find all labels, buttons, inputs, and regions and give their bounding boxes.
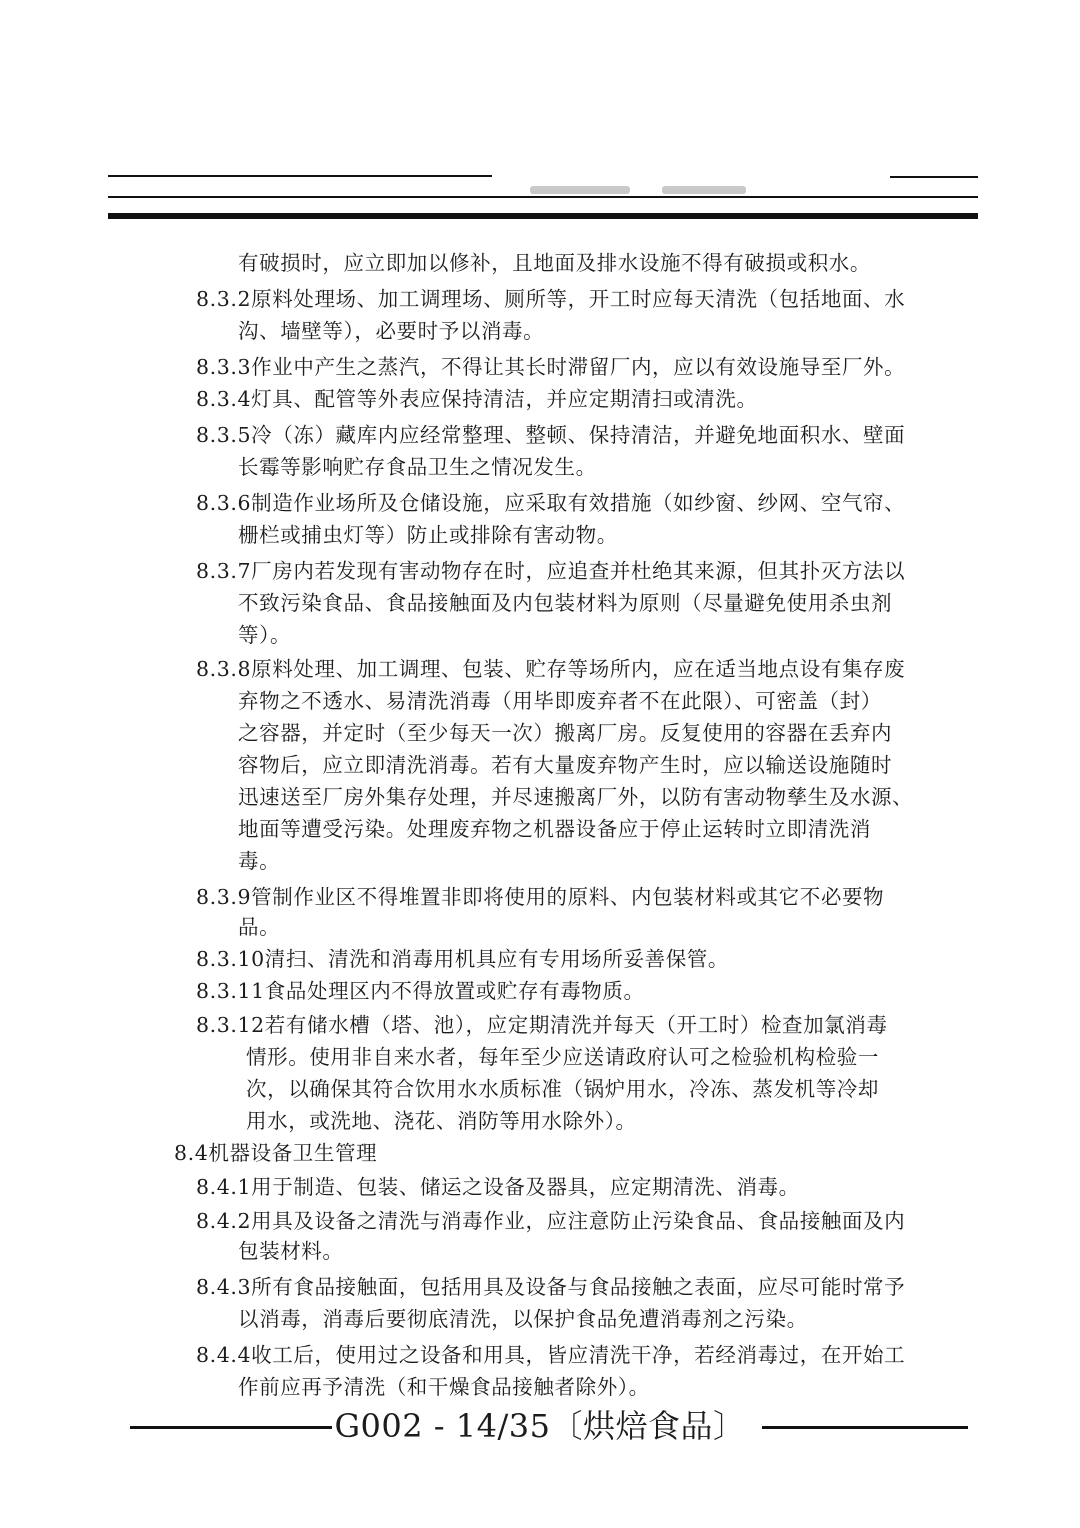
clause-8-3-8: 8.3.8原料处理、加工调理、包装、贮存等场所内，应在适当地点设有集存废 bbox=[196, 657, 906, 681]
text-line: 次，以确保其符合饮用水水质标准（锅炉用水，冷冻、蒸发机等冷却 bbox=[246, 1077, 879, 1101]
header-rule-thick bbox=[108, 213, 978, 219]
text-line: 长霉等影响贮存食品卫生之情况发生。 bbox=[238, 455, 597, 479]
text-line: 情形。使用非自来水者，每年至少应送请政府认可之检验机构检验一 bbox=[246, 1045, 879, 1069]
clause-8-4-4: 8.4.4收工后，使用过之设备和用具，皆应清洗干净，若经消毒过，在开始工 bbox=[196, 1343, 906, 1367]
clause-8-4-2: 8.4.2用具及设备之清洗与消毒作业，应注意防止污染食品、食品接触面及内 bbox=[196, 1209, 906, 1233]
header-gray-tab-left bbox=[530, 186, 630, 194]
clause-8-3-6: 8.3.6制造作业场所及仓储设施，应采取有效措施（如纱窗、纱网、空气帘、 bbox=[196, 491, 906, 515]
text-line: 之容器，并定时（至少每天一次）搬离厂房。反复使用的容器在丢弃内 bbox=[238, 721, 893, 745]
clause-8-4-1: 8.4.1用于制造、包装、储运之设备及器具，应定期清洗、消毒。 bbox=[196, 1175, 800, 1199]
text-line: 迅速送至厂房外集存处理，并尽速搬离厂外，以防有害动物孳生及水源、 bbox=[238, 785, 914, 809]
text-line: 用水，或洗地、浇花、消防等用水除外）。 bbox=[246, 1109, 637, 1133]
text-line: 等）。 bbox=[238, 623, 292, 647]
text-line: 容物后，应立即清洗消毒。若有大量废弃物产生时，应以输送设施随时 bbox=[238, 753, 893, 777]
text-line: 有破损时，应立即加以修补，且地面及排水设施不得有破损或积水。 bbox=[238, 251, 871, 275]
section-heading-8-4: 8.4机器设备卫生管理 bbox=[174, 1141, 378, 1165]
clause-8-3-12: 8.3.12若有储水槽（塔、池），应定期清洗并每天（开工时）检查加氯消毒 bbox=[196, 1013, 888, 1037]
page-footer: G002 - 14/35〔烘焙食品〕 bbox=[334, 1407, 746, 1445]
clause-8-3-9: 8.3.9管制作业区不得堆置非即将使用的原料、内包装材料或其它不必要物 bbox=[196, 885, 885, 909]
clause-8-3-7: 8.3.7厂房内若发现有害动物存在时，应追查并杜绝其来源，但其扑灭方法以 bbox=[196, 559, 906, 583]
clause-8-3-4: 8.3.4灯具、配管等外表应保持清洁，并应定期清扫或清洗。 bbox=[196, 387, 758, 411]
clause-8-3-11: 8.3.11食品处理区内不得放置或贮存有毒物质。 bbox=[196, 979, 645, 1003]
clause-8-4-3: 8.4.3所有食品接触面，包括用具及设备与食品接触之表面，应尽可能时常予 bbox=[196, 1275, 906, 1299]
text-line: 地面等遭受污染。处理废弃物之机器设备应于停止运转时立即清洗消 bbox=[238, 817, 871, 841]
clause-8-3-3: 8.3.3作业中产生之蒸汽，不得让其长时滞留厂内，应以有效设施导至厂外。 bbox=[196, 355, 906, 379]
text-line: 毒。 bbox=[238, 849, 281, 873]
header-rule-top-left bbox=[108, 175, 492, 177]
clause-8-3-2: 8.3.2原料处理场、加工调理场、厕所等，开工时应每天清洗（包括地面、水 bbox=[196, 287, 906, 311]
text-line: 以消毒，消毒后要彻底清洗，以保护食品免遭消毒剂之污染。 bbox=[238, 1307, 808, 1331]
text-line: 栅栏或捕虫灯等）防止或排除有害动物。 bbox=[238, 523, 618, 547]
clause-8-3-5: 8.3.5冷（冻）藏库内应经常整理、整顿、保持清洁，并避免地面积水、壁面 bbox=[196, 423, 906, 447]
text-line: 弃物之不透水、易清洗消毒（用毕即废弃者不在此限）、可密盖（封） bbox=[238, 689, 882, 713]
header-rule-thin bbox=[108, 196, 978, 198]
text-line: 品。 bbox=[238, 915, 281, 939]
clause-8-3-10: 8.3.10清扫、清洗和消毒用机具应有专用场所妥善保管。 bbox=[196, 947, 730, 971]
text-line: 不致污染食品、食品接触面及内包装材料为原则（尽量避免使用杀虫剂 bbox=[238, 591, 893, 615]
text-line: 沟、墙壁等），必要时予以消毒。 bbox=[238, 319, 545, 343]
text-line: 包装材料。 bbox=[238, 1239, 344, 1263]
header-rule-top-right bbox=[890, 176, 978, 178]
header-gray-tab-right bbox=[662, 186, 746, 194]
text-line: 作前应再予清洗（和干燥食品接触者除外）。 bbox=[238, 1375, 650, 1399]
